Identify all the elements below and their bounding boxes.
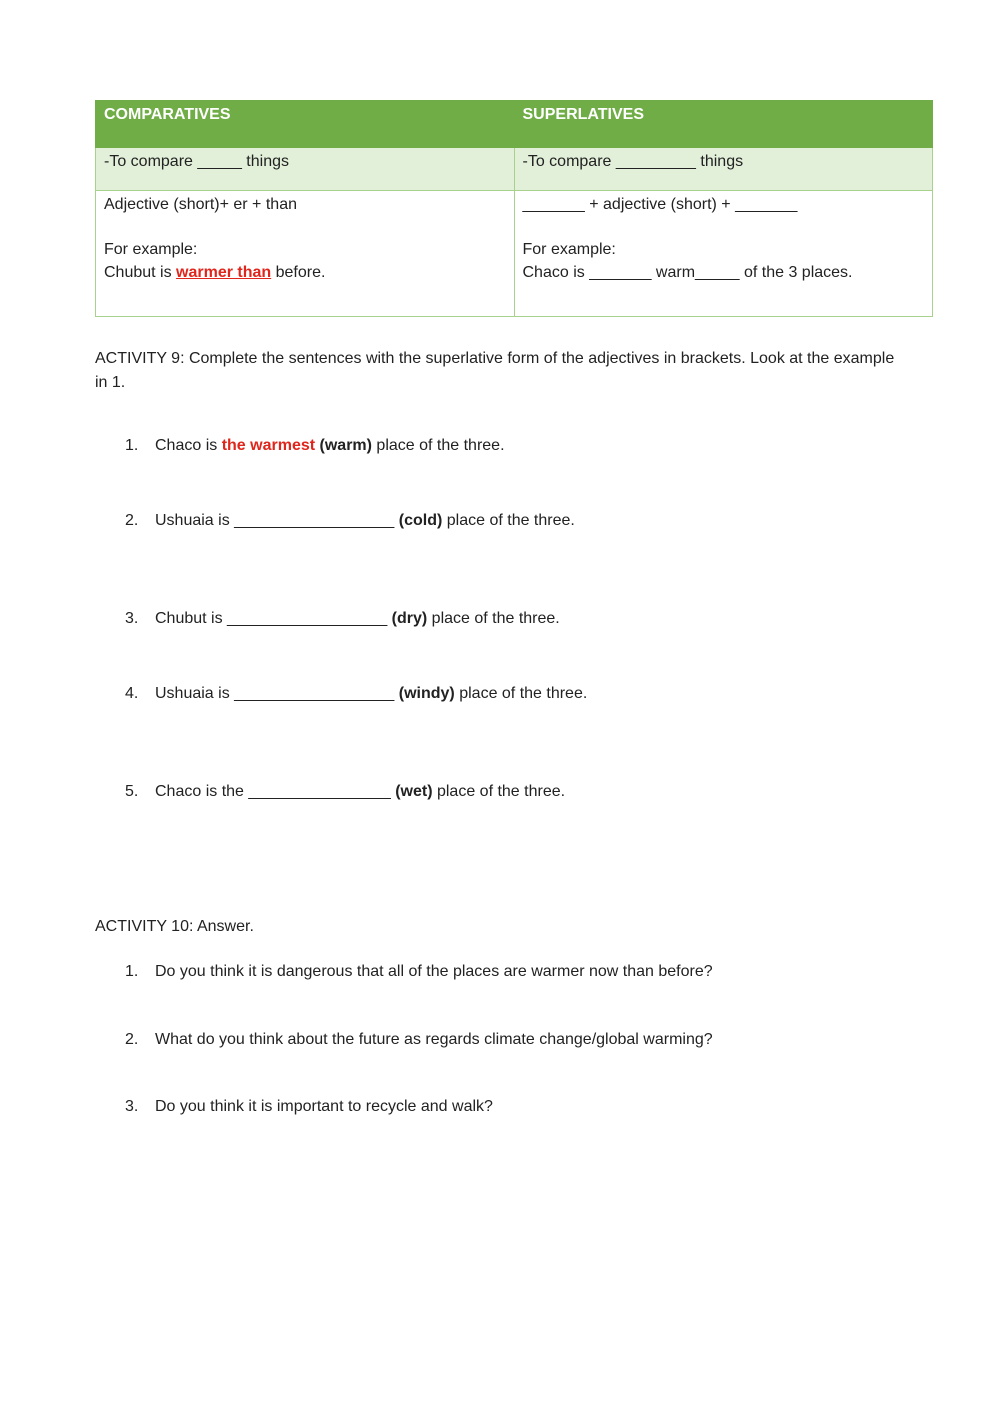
comparatives-usage: -To compare _____ things	[96, 148, 515, 191]
list-item	[125, 781, 925, 803]
example-label: For example:	[522, 241, 616, 258]
table-row	[96, 148, 933, 191]
item-text: Ushuaia is __________________	[155, 685, 399, 702]
example-text: before.	[271, 264, 326, 281]
list-item	[125, 683, 925, 705]
item-number: 2.	[125, 1031, 139, 1048]
list-item	[125, 1096, 925, 1118]
superlatives-usage: -To compare _________ things	[514, 148, 933, 191]
superlatives-cell	[514, 191, 933, 317]
list-item	[125, 435, 925, 457]
comparatives-example	[104, 261, 506, 284]
item-text: Chaco is the ________________	[155, 783, 396, 800]
table-row	[96, 191, 933, 317]
item-number: 2.	[125, 512, 139, 529]
activity-10-title: ACTIVITY 10: Answer.	[95, 918, 254, 935]
example-label: For example:	[104, 241, 198, 258]
superlatives-header: SUPERLATIVES	[514, 101, 933, 148]
comparatives-header: COMPARATIVES	[96, 101, 515, 148]
item-number: 5.	[125, 783, 139, 800]
comparatives-cell	[96, 191, 515, 317]
item-text: place of the three.	[442, 512, 575, 529]
item-number: 3.	[125, 1098, 139, 1115]
list-item	[125, 510, 925, 532]
list-item	[125, 1029, 925, 1051]
table-header-row	[96, 101, 933, 148]
example-answer: the warmest	[221, 437, 316, 454]
item-text: place of the three.	[371, 437, 505, 454]
item-text: place of the three.	[454, 685, 588, 702]
item-adjective: (dry)	[391, 610, 428, 627]
grammar-table	[95, 100, 933, 317]
item-text: Chubut is __________________	[155, 610, 392, 627]
superlatives-example: Chaco is _______ warm_____ of the 3 places.	[522, 264, 853, 281]
question-text: What do you think about the future as regards climate change/global warming?	[155, 1031, 713, 1048]
item-adjective: (wet)	[395, 783, 433, 800]
item-number: 1.	[125, 963, 139, 980]
item-number: 4.	[125, 685, 139, 702]
item-text: place of the three.	[432, 783, 566, 800]
superlatives-rule: _______ + adjective (short) + _______	[522, 196, 798, 213]
item-adjective: (windy)	[398, 685, 455, 702]
item-adjective: (cold)	[398, 512, 443, 529]
question-text: Do you think it is important to recycle and walk?	[155, 1098, 493, 1115]
question-text: Do you think it is dangerous that all of the places are warmer now than before?	[155, 963, 713, 980]
activity-9-title: ACTIVITY 9: Complete the sentences with the superlative form of the adjectives in brackets. Look at the example in 1.	[95, 350, 895, 391]
example-text: Chubut is	[104, 264, 177, 281]
item-text: Chaco is	[155, 437, 222, 454]
list-item	[125, 608, 925, 630]
item-text: Ushuaia is __________________	[155, 512, 399, 529]
item-number: 1.	[125, 437, 139, 454]
item-adjective: (warm)	[315, 437, 372, 454]
item-text: place of the three.	[427, 610, 560, 627]
comparatives-rule: Adjective (short)+ er + than	[104, 196, 297, 213]
example-highlight: warmer than	[176, 264, 272, 281]
item-number: 3.	[125, 610, 139, 627]
list-item	[125, 961, 925, 983]
